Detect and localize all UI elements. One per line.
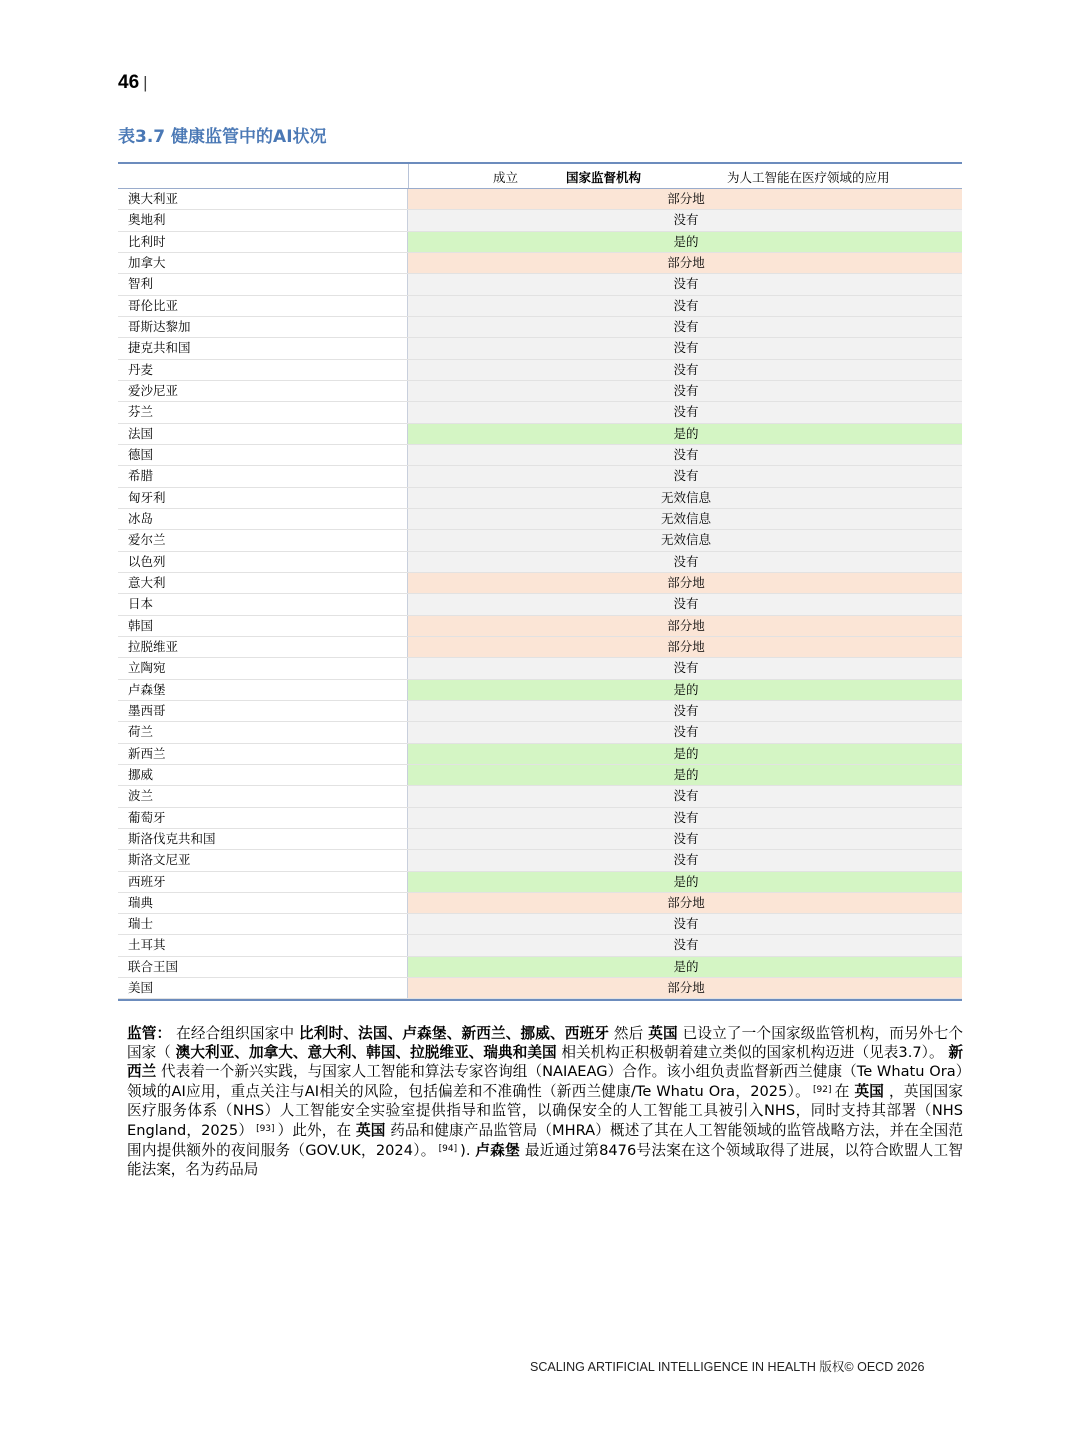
status-cell: 没有 xyxy=(408,402,962,422)
status-cell: 是的 xyxy=(408,744,962,764)
status-cell: 没有 xyxy=(408,658,962,678)
table-row xyxy=(118,317,962,338)
header-established: 成立 xyxy=(493,170,519,185)
regulation-paragraph xyxy=(127,1024,963,1179)
country-cell: 瑞士 xyxy=(118,914,408,934)
country-cell: 冰岛 xyxy=(118,509,408,529)
status-cell: 没有 xyxy=(408,914,962,934)
country-cell: 波兰 xyxy=(118,786,408,806)
country-cell: 捷克共和国 xyxy=(118,338,408,358)
table-row xyxy=(118,488,962,509)
status-cell: 没有 xyxy=(408,445,962,465)
country-cell: 加拿大 xyxy=(118,253,408,273)
status-cell: 没有 xyxy=(408,338,962,358)
para-run: ). xyxy=(460,1142,476,1159)
table-title: 表3.7 健康监管中的AI状况 xyxy=(118,127,327,147)
status-cell: 没有 xyxy=(408,786,962,806)
status-cell: 无效信息 xyxy=(408,530,962,550)
para-run: 然后 xyxy=(609,1025,649,1042)
para-run: 英国 xyxy=(854,1083,885,1100)
table-row xyxy=(118,829,962,850)
para-run: 药品和健康产品监管局（MHRA）概述了其在人工智能领域的监管战略方法，并在全国范围内提供额外的夜间服务（GOV.UK，2024）。 xyxy=(127,1122,963,1159)
header-ai-in-health: 为人工智能在医疗领域的应用 xyxy=(727,170,890,185)
page-footer: SCALING ARTIFICIAL INTELLIGENCE IN HEALTH 版权© OECD 2026 xyxy=(530,1360,925,1374)
country-cell: 西班牙 xyxy=(118,872,408,892)
para-run: 在经合组织国家中 xyxy=(171,1025,300,1042)
status-cell: 是的 xyxy=(408,232,962,252)
table-row xyxy=(118,424,962,445)
status-cell: 是的 xyxy=(408,957,962,977)
para-run: 已设立了一个国家级监管机构，而另外七个国家（ xyxy=(127,1025,963,1061)
table-row xyxy=(118,509,962,530)
table-row xyxy=(118,573,962,594)
header-status-cell xyxy=(409,164,962,188)
country-cell: 智利 xyxy=(118,274,408,294)
status-cell: 没有 xyxy=(408,594,962,614)
status-cell: 没有 xyxy=(408,466,962,486)
table-row xyxy=(118,360,962,381)
para-run: 英国 xyxy=(356,1122,386,1139)
table-row xyxy=(118,744,962,765)
table-row xyxy=(118,253,962,274)
country-cell: 土耳其 xyxy=(118,935,408,955)
country-cell: 希腊 xyxy=(118,466,408,486)
para-run: 新西兰 xyxy=(127,1044,963,1080)
status-cell: 没有 xyxy=(408,829,962,849)
table-header xyxy=(118,164,962,189)
para-run: 在 xyxy=(834,1083,855,1100)
status-cell: 没有 xyxy=(408,381,962,401)
para-run: 卢森堡 xyxy=(475,1142,520,1159)
status-cell: 部分地 xyxy=(408,573,962,593)
table-row xyxy=(118,765,962,786)
table-row xyxy=(118,935,962,956)
status-cell: 是的 xyxy=(408,765,962,785)
status-cell: 没有 xyxy=(408,274,962,294)
para-run: ）此外，在 xyxy=(277,1122,356,1139)
table-row xyxy=(118,530,962,551)
header-country-cell xyxy=(118,164,409,188)
table-row xyxy=(118,808,962,829)
country-cell: 拉脱维亚 xyxy=(118,637,408,657)
status-cell: 没有 xyxy=(408,935,962,955)
status-cell: 无效信息 xyxy=(408,488,962,508)
status-cell: 部分地 xyxy=(408,253,962,273)
country-cell: 爱沙尼亚 xyxy=(118,381,408,401)
reference-93[interactable]: [93] xyxy=(256,1124,275,1134)
status-cell: 没有 xyxy=(408,317,962,337)
table-row xyxy=(118,893,962,914)
table-row xyxy=(118,274,962,295)
table-row xyxy=(118,701,962,722)
table-row xyxy=(118,722,962,743)
country-cell: 葡萄牙 xyxy=(118,808,408,828)
table-row xyxy=(118,402,962,423)
table-row xyxy=(118,658,962,679)
table-row xyxy=(118,957,962,978)
status-cell: 没有 xyxy=(408,552,962,572)
para-run: 代表着一个新兴实践，与国家人工智能和算法专家咨询组（NAIAEAG）合作。该小组负责监督新西兰健康（Te Whatu Ora）领域的AI应用，重点关注与AI相关的风险，包括偏差和不准确性（新西兰健康/Te Whatu Ora，2025）。 xyxy=(127,1063,963,1100)
table-row xyxy=(118,786,962,807)
reference-94[interactable]: [94] xyxy=(438,1144,458,1154)
status-cell: 部分地 xyxy=(408,616,962,636)
table-row xyxy=(118,552,962,573)
status-cell: 没有 xyxy=(408,722,962,742)
page-number-separator: | xyxy=(143,73,148,92)
country-cell: 新西兰 xyxy=(118,744,408,764)
country-cell: 爱尔兰 xyxy=(118,530,408,550)
country-cell: 韩国 xyxy=(118,616,408,636)
page-number-value: 46 xyxy=(118,72,140,93)
table-row xyxy=(118,381,962,402)
country-cell: 芬兰 xyxy=(118,402,408,422)
para-run: 监管： xyxy=(127,1025,172,1042)
country-cell: 比利时 xyxy=(118,232,408,252)
country-cell: 以色列 xyxy=(118,552,408,572)
country-cell: 卢森堡 xyxy=(118,680,408,700)
status-cell: 部分地 xyxy=(408,637,962,657)
status-cell: 没有 xyxy=(408,210,962,230)
table-row xyxy=(118,680,962,701)
table-row xyxy=(118,594,962,615)
para-run: 比利时、法国、卢森堡、新西兰、挪威、西班牙 xyxy=(299,1025,610,1042)
table-row xyxy=(118,296,962,317)
country-cell: 瑞典 xyxy=(118,893,408,913)
status-cell: 是的 xyxy=(408,872,962,892)
para-run: 澳大利亚、加拿大、意大利、韩国、拉脱维亚、瑞典和美国 xyxy=(175,1044,557,1061)
status-cell: 没有 xyxy=(408,850,962,870)
table-row xyxy=(118,189,962,210)
table-row xyxy=(118,445,962,466)
para-run: 英国 xyxy=(648,1025,678,1042)
reference-92[interactable]: [92] xyxy=(812,1085,832,1095)
ai-regulation-table xyxy=(118,162,962,1001)
status-cell: 没有 xyxy=(408,360,962,380)
country-cell: 法国 xyxy=(118,424,408,444)
header-national-body: 国家监督机构 xyxy=(566,170,642,185)
status-cell: 是的 xyxy=(408,680,962,700)
country-cell: 斯洛伐克共和国 xyxy=(118,829,408,849)
table-row xyxy=(118,914,962,935)
country-cell: 匈牙利 xyxy=(118,488,408,508)
para-run: 最近通过第8476号法案在这个领域取得了进展，以符合欧盟人工智能法案，名为药品局 xyxy=(127,1142,963,1178)
country-cell: 日本 xyxy=(118,594,408,614)
table-row xyxy=(118,637,962,658)
status-cell: 没有 xyxy=(408,701,962,721)
country-cell: 挪威 xyxy=(118,765,408,785)
country-cell: 立陶宛 xyxy=(118,658,408,678)
country-cell: 荷兰 xyxy=(118,722,408,742)
status-cell: 部分地 xyxy=(408,893,962,913)
status-cell: 没有 xyxy=(408,296,962,316)
table-row xyxy=(118,338,962,359)
status-cell: 是的 xyxy=(408,424,962,444)
country-cell: 丹麦 xyxy=(118,360,408,380)
table-row xyxy=(118,466,962,487)
country-cell: 德国 xyxy=(118,445,408,465)
table-body xyxy=(118,189,962,999)
country-cell: 意大利 xyxy=(118,573,408,593)
table-row xyxy=(118,978,962,999)
para-run: 相关机构正积极朝着建立类似的国家机构迈进（见表3.7）。 xyxy=(556,1044,949,1061)
para-run: ，英国国家医疗服务体系（NHS）人工智能安全实验室提供指导和监管，以确保安全的人工智能工具被引入NHS，同时支持其部署（NHS England，2025） xyxy=(127,1083,963,1139)
status-cell: 部分地 xyxy=(408,189,962,209)
country-cell: 美国 xyxy=(118,978,408,998)
table-row xyxy=(118,872,962,893)
country-cell: 哥伦比亚 xyxy=(118,296,408,316)
page-number xyxy=(118,72,148,94)
country-cell: 奥地利 xyxy=(118,210,408,230)
country-cell: 哥斯达黎加 xyxy=(118,317,408,337)
table-row xyxy=(118,232,962,253)
table-row xyxy=(118,850,962,871)
country-cell: 斯洛文尼亚 xyxy=(118,850,408,870)
country-cell: 澳大利亚 xyxy=(118,189,408,209)
table-row xyxy=(118,210,962,231)
table-row xyxy=(118,616,962,637)
status-cell: 部分地 xyxy=(408,978,962,998)
country-cell: 联合王国 xyxy=(118,957,408,977)
country-cell: 墨西哥 xyxy=(118,701,408,721)
status-cell: 无效信息 xyxy=(408,509,962,529)
status-cell: 没有 xyxy=(408,808,962,828)
